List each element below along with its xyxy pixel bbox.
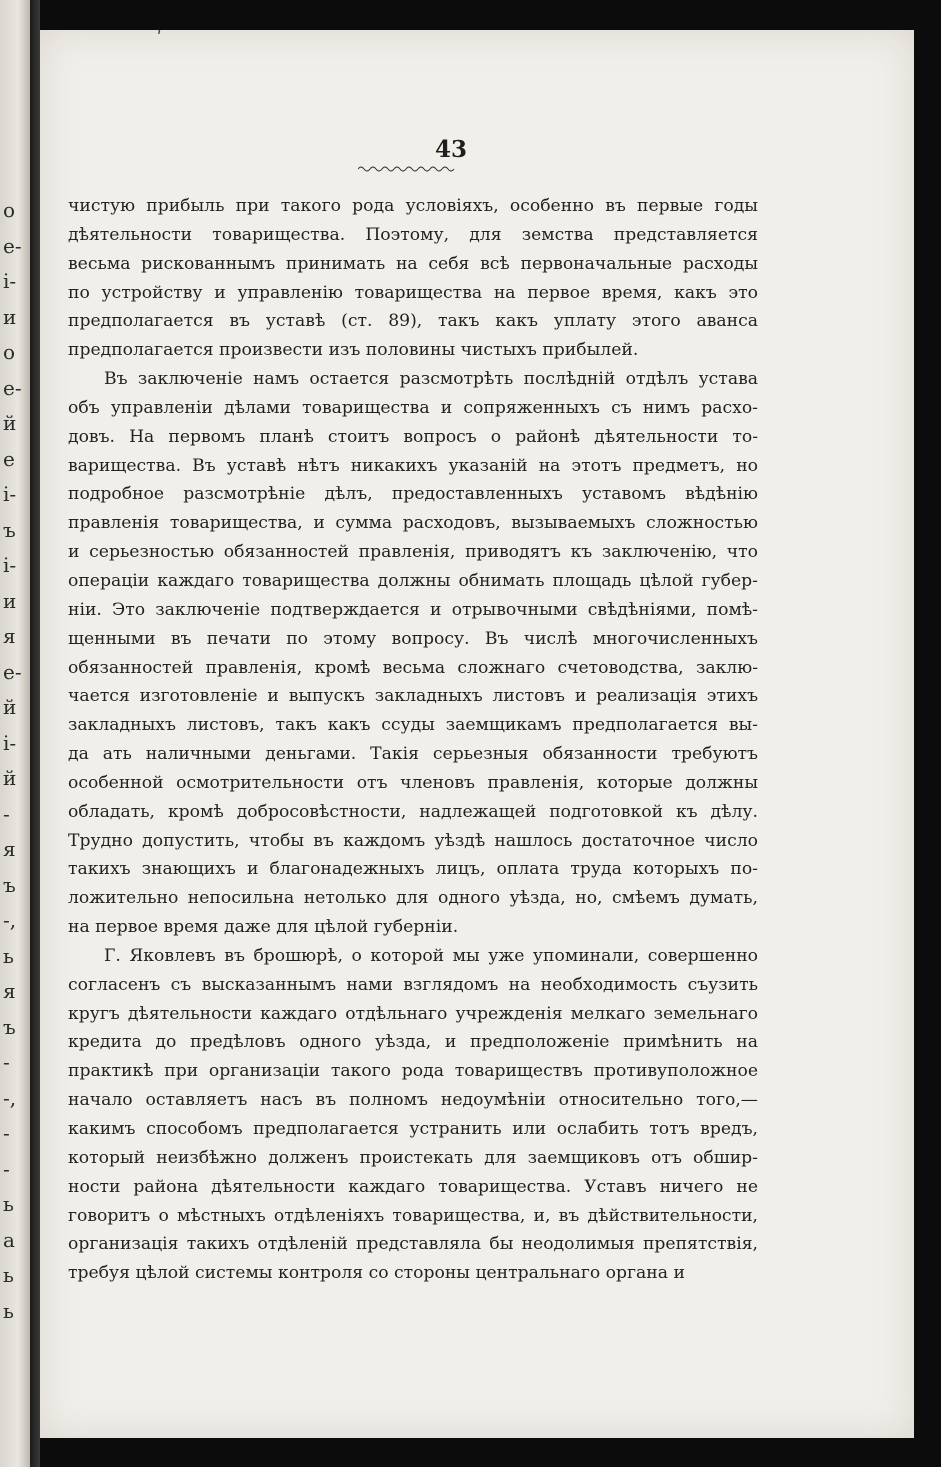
facing-page-fragment: ь: [3, 1298, 14, 1323]
text-line: обладать, кромѣ добросовѣстности, надлежащей подготовкой къ дѣлу.: [68, 801, 758, 822]
facing-page-fragment: -: [3, 1050, 10, 1074]
text-line: требуя цѣлой системы контроля со стороны центральнаго органа и: [68, 1263, 685, 1284]
text-line: кругъ дѣятельности каждаго отдѣльнаго учрежденія мелкаго земельнаго: [68, 1003, 758, 1024]
facing-page-fragment: ь: [3, 943, 14, 968]
facing-page-fragment: и: [3, 304, 17, 329]
text-line: Трудно допустить, чтобы въ каждомъ уѣздѣ нашлось достаточное число: [68, 830, 758, 851]
text-line: и серьезностью обязанностей правленія, приводятъ къ заключенію, что: [68, 542, 758, 563]
facing-page-edge: [0, 0, 30, 1467]
book-gutter: [30, 0, 40, 1467]
text-line: Въ заключеніе намъ остается разсмотрѣть послѣдній отдѣлъ устава: [104, 369, 758, 390]
facing-page-fragment: ъ: [3, 1014, 16, 1039]
facing-page-fragment: і-: [3, 553, 17, 577]
text-line: объ управленіи дѣлами товарищества и сопряженныхъ съ нимъ расхо-: [68, 397, 758, 418]
paragraph: [68, 942, 758, 1288]
facing-page-fragment: е: [3, 446, 15, 471]
text-line: организація такихъ отдѣленій представляла бы неодолимыя препятствія,: [68, 1234, 758, 1255]
text-line: операціи каждаго товарищества должны обнимать площадь цѣлой губер-: [68, 570, 758, 591]
facing-page-fragment: а: [3, 1227, 15, 1252]
text-line: который неизбѣжно долженъ проистекать для заемщиковъ отъ обшир-: [68, 1147, 758, 1168]
facing-page-fragment: -: [3, 1121, 10, 1145]
facing-page-fragment: я: [3, 979, 16, 1003]
facing-page-fragment: е-: [3, 375, 22, 400]
text-line: кредита до предѣловъ одного уѣзда, и предположеніе примѣнить на: [68, 1032, 758, 1053]
text-line: на первое время даже для цѣлой губерніи.: [68, 917, 459, 938]
text-line: обязанностей правленія, кромѣ весьма сложнаго счетоводства, заклю-: [68, 657, 758, 678]
text-line: согласенъ съ высказаннымъ нами взглядомъ на необходимость съузить: [68, 974, 758, 995]
facing-page-fragment: -: [3, 801, 10, 826]
facing-page-fragment: е-: [3, 233, 22, 258]
text-line: практикѣ при организаціи такого рода товариществъ противуположное: [68, 1061, 758, 1082]
ink-mark: ʹ: [157, 28, 162, 47]
text-line: предполагается въ уставѣ (ст. 89), такъ какъ уплату этого аванса: [68, 311, 758, 332]
text-line: да ать наличными деньгами. Такія серьезныя обязанности требуютъ: [68, 744, 758, 765]
text-line: подробное разсмотрѣніе дѣлъ, предоставленныхъ уставомъ вѣдѣнію: [68, 484, 758, 505]
text-line: особенной осмотрительности отъ членовъ правленія, которые должны: [68, 772, 758, 793]
facing-page-fragment: ь: [3, 1192, 14, 1216]
paragraph: [68, 192, 758, 365]
facing-page-fragment: і-: [3, 482, 17, 506]
page-number: 43: [434, 136, 467, 163]
facing-page-fragment: і-: [3, 730, 17, 755]
text-line: по устройству и управленію товарищества на первое время, какъ это: [68, 282, 758, 303]
text-line: ніи. Это заключеніе подтверждается и отрывочными свѣдѣніями, помѣ-: [68, 599, 758, 620]
text-line: ложительно непосильна нетолько для одного уѣзда, но, смѣемъ думать,: [68, 888, 758, 909]
page-number-ornament: [358, 164, 458, 174]
text-line: чается изготовленіе и выпускъ закладныхъ листовъ и реализація этихъ: [68, 686, 758, 707]
text-line: какимъ способомъ предполагается устранить или ослабить тотъ вредъ,: [68, 1119, 758, 1139]
facing-page-fragment: -,: [3, 1085, 17, 1110]
text-line: правленія товарищества, и сумма расходовъ, вызываемыхъ сложностью: [68, 513, 758, 534]
text-line: предполагается произвести изъ половины чистыхъ прибылей.: [68, 340, 639, 361]
body-text: [68, 192, 758, 1288]
text-line: щенными въ печати по этому вопросу. Въ числѣ многочисленныхъ: [68, 628, 758, 649]
facing-page-fragment: о: [3, 198, 16, 222]
text-line: варищества. Въ уставѣ нѣтъ никакихъ указаній на этотъ предметъ, но: [68, 455, 758, 476]
facing-page-fragment: ъ: [3, 872, 16, 897]
facing-page-fragment: й: [3, 411, 17, 435]
facing-page-fragment: и: [3, 588, 17, 613]
facing-page-fragment: й: [3, 695, 17, 719]
facing-page-fragment: й: [3, 766, 17, 790]
text-line: говоритъ о мѣстныхъ отдѣленіяхъ товарищества, и, въ дѣйствительности,: [68, 1205, 758, 1226]
facing-page-fragment: ь: [3, 1263, 14, 1287]
facing-page-fragment: я: [3, 624, 16, 648]
facing-page-fragment: -: [3, 1156, 10, 1181]
text-line: чистую прибыль при такого рода условіяхъ, особенно въ первые годы: [68, 196, 758, 216]
book-page: [40, 30, 914, 1438]
text-line: дѣятельности товарищества. Поэтому, для земства представляется: [68, 224, 758, 245]
facing-page-fragment: е-: [3, 659, 22, 684]
text-line: начало оставляетъ насъ въ полномъ недоумѣніи относительно того,—: [68, 1090, 758, 1111]
paragraph: [68, 365, 758, 942]
facing-page-fragment: о: [3, 340, 16, 364]
text-line: Г. Яковлевъ въ брошюрѣ, о которой мы уже упоминали, совершенно: [104, 945, 758, 966]
facing-page-fragment: і-: [3, 269, 17, 293]
text-line: такихъ знающихъ и благонадежныхъ лицъ, оплата труда которыхъ по-: [68, 859, 758, 880]
facing-page-fragment: -,: [3, 908, 17, 932]
facing-page-fragment: ъ: [3, 517, 16, 542]
facing-page-fragment: я: [3, 837, 16, 861]
text-line: ности района дѣятельности каждаго товарищества. Уставъ ничего не: [68, 1176, 758, 1197]
text-line: весьма рискованнымъ принимать на себя всѣ первоначальные расходы: [68, 253, 758, 274]
text-line: закладныхъ листовъ, такъ какъ ссуды заемщикамъ предполагается вы-: [68, 715, 758, 736]
text-line: довъ. На первомъ планѣ стоитъ вопросъ о районѣ дѣятельности то-: [68, 426, 758, 447]
